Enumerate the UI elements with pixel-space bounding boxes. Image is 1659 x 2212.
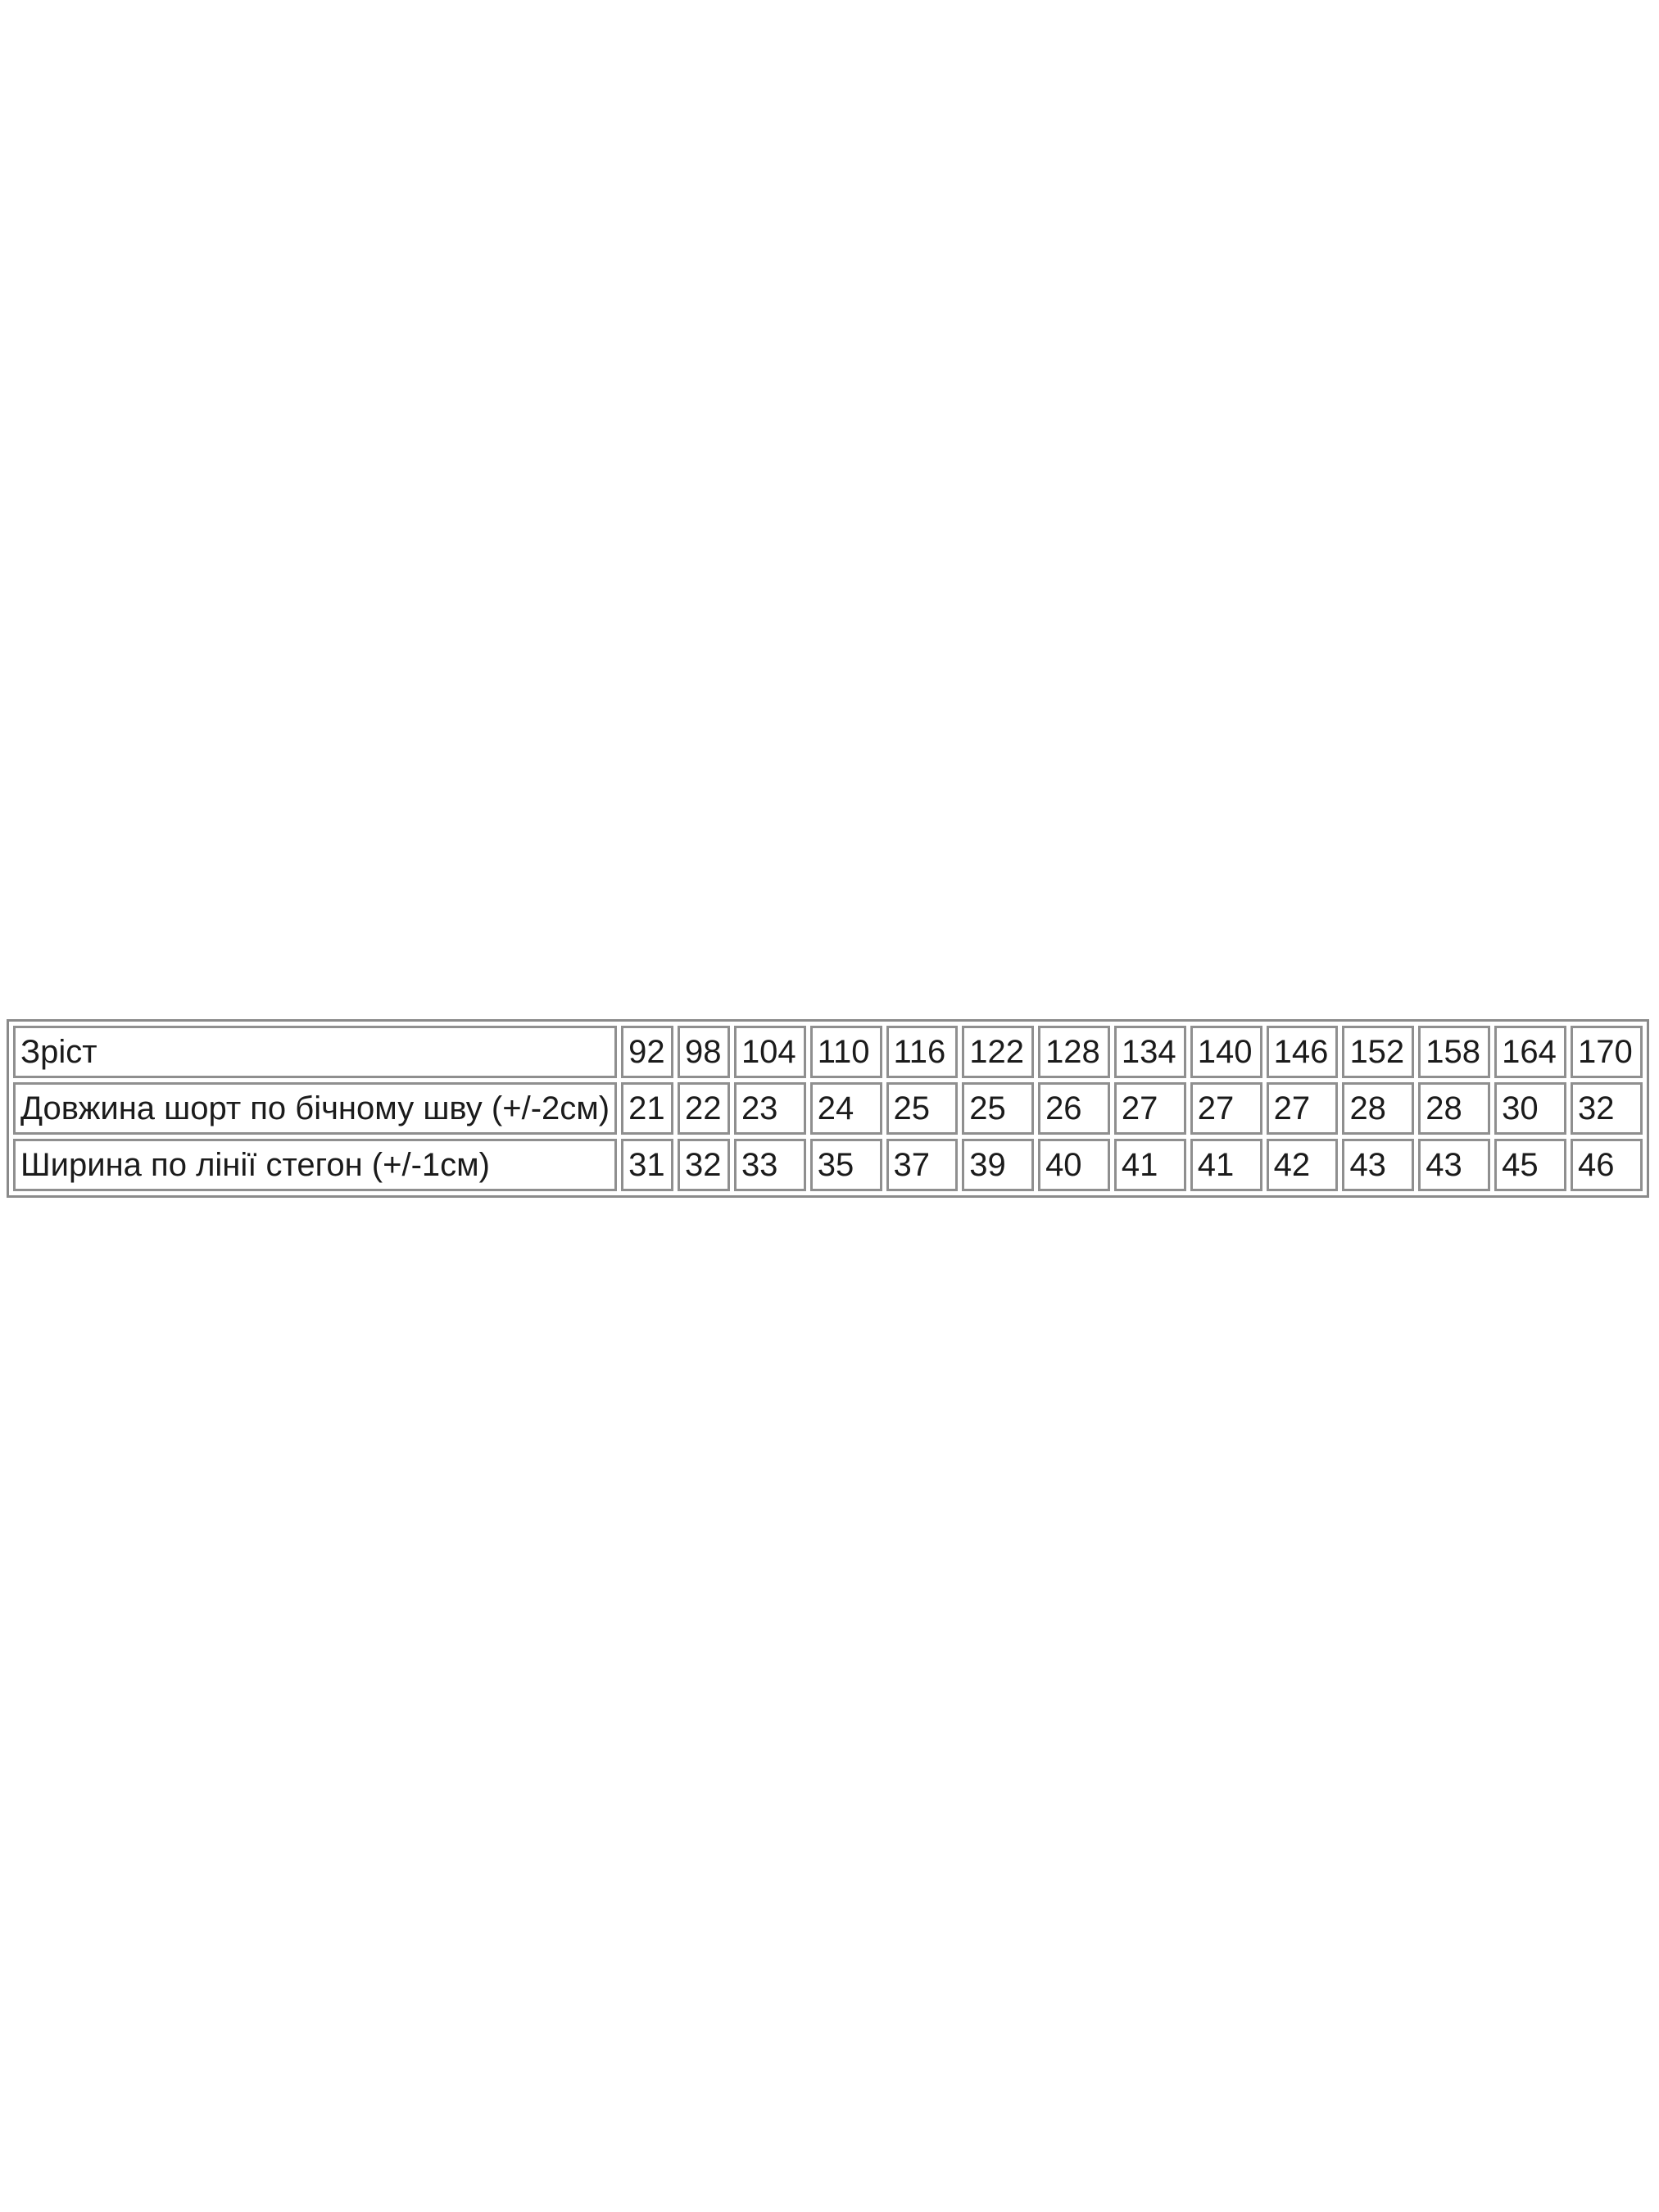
table-cell: 23 [734,1082,806,1135]
table-cell: 27 [1114,1082,1186,1135]
row-label-shorts-length: Довжина шорт по бічному шву (+/-2см) [13,1082,617,1135]
table-cell: 25 [962,1082,1034,1135]
table-cell: 104 [734,1026,806,1078]
table-cell: 21 [621,1082,673,1135]
table-cell: 22 [678,1082,730,1135]
table-cell: 27 [1267,1082,1339,1135]
table-cell: 32 [678,1139,730,1191]
table-cell: 152 [1342,1026,1414,1078]
size-chart-container [7,1019,1649,1198]
table-cell: 116 [886,1026,959,1078]
table-cell: 46 [1571,1139,1643,1191]
table-cell: 26 [1038,1082,1110,1135]
table-cell: 39 [962,1139,1034,1191]
table-cell: 41 [1114,1139,1186,1191]
table-cell: 45 [1494,1139,1566,1191]
row-label-height: Зріст [13,1026,617,1078]
table-cell: 98 [678,1026,730,1078]
table-cell: 128 [1038,1026,1110,1078]
table-cell: 32 [1571,1082,1643,1135]
table-cell: 134 [1114,1026,1186,1078]
table-row-height [13,1026,1643,1078]
table-cell: 110 [810,1026,882,1078]
table-cell: 28 [1342,1082,1414,1135]
table-row-hip-width [13,1139,1643,1191]
table-cell: 43 [1342,1139,1414,1191]
table-cell: 33 [734,1139,806,1191]
row-label-hip-width: Ширина по лінії стегон (+/-1см) [13,1139,617,1191]
table-cell: 31 [621,1139,673,1191]
table-cell: 42 [1267,1139,1339,1191]
table-cell: 40 [1038,1139,1110,1191]
table-cell: 140 [1190,1026,1262,1078]
table-cell: 164 [1494,1026,1566,1078]
table-cell: 43 [1418,1139,1490,1191]
table-cell: 28 [1418,1082,1490,1135]
table-cell: 27 [1190,1082,1262,1135]
table-cell: 92 [621,1026,673,1078]
table-cell: 24 [810,1082,882,1135]
table-cell: 122 [962,1026,1034,1078]
table-cell: 41 [1190,1139,1262,1191]
table-cell: 25 [886,1082,959,1135]
table-cell: 146 [1267,1026,1339,1078]
table-cell: 170 [1571,1026,1643,1078]
table-cell: 30 [1494,1082,1566,1135]
table-row-shorts-length [13,1082,1643,1135]
table-cell: 35 [810,1139,882,1191]
table-cell: 37 [886,1139,959,1191]
size-chart-table [7,1019,1649,1198]
table-cell: 158 [1418,1026,1490,1078]
